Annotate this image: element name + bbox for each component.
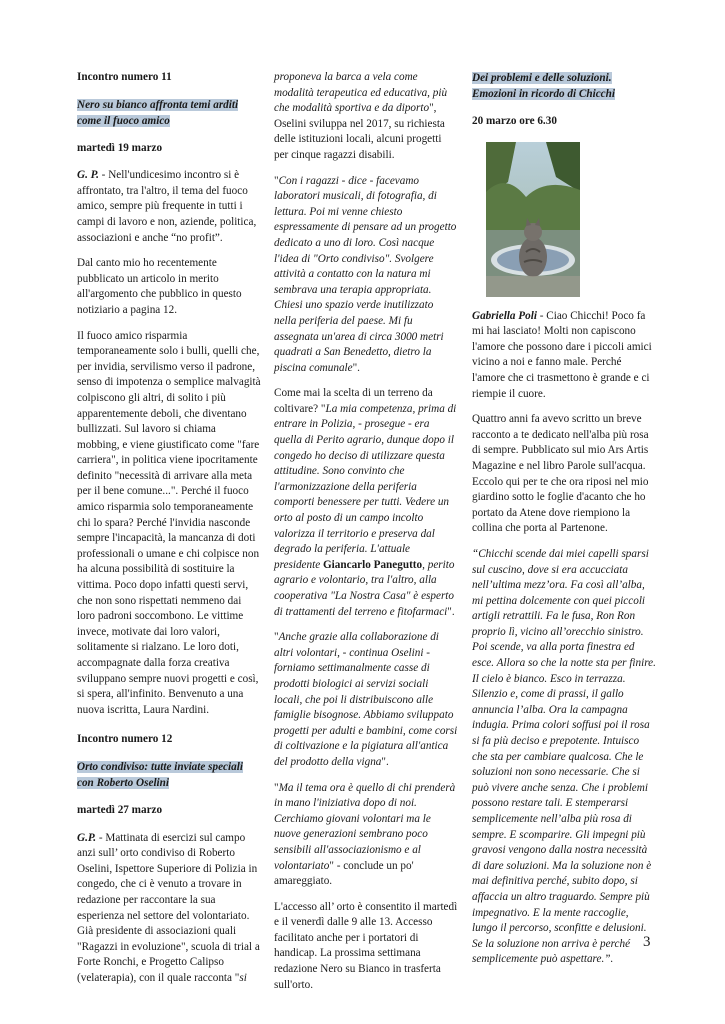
page-number: 3 (643, 934, 651, 950)
paragraph: Come mai la scelta di un terreno da coltivare? "La mia competenza, prima di entrare in Polizia, - prosegue - era quella di Perito agrario, dunque dopo il congedo ho deciso di utilizzare questa attitudine. Sono convinto che l'armonizzazione della periferia comporti benessere per tutti. Vedere un orto al posto di un campo incolto valorizza il territorio e preserva dal degrado la periferia. L'attuale presidente Giancarlo Panegutto, perito agrario e volontario, tra l'altro, alla cooperativa "La Nostra Casa" è esperto di trattamenti del terreno e fitofarmaci". (274, 387, 457, 618)
paragraph: G. P. - Nell'undicesimo incontro si è affrontato, tra l'altro, il tema del fuoco amico, sempre più frequente in tutti i campi di lavoro e non, aziende, politica, associazioni e anche “no profit”. (77, 169, 257, 244)
meeting-12-heading: Incontro numero 12 (77, 733, 173, 746)
article-subtitle: Dei problemi e delle soluzioni. Emozioni in ricordo di Chicchi (472, 72, 615, 100)
paragraph: Gabriella Poli - Ciao Chicchi! Poco fa mi hai lasciato! Molti non capiscono l'amore che possono dare i piccoli amici vicino a noi e fanno male. Perché l'amore che ci trasmettono è grande e ci riempie il cuore. (472, 309, 652, 400)
paragraph: Dal canto mio ho recentemente pubblicato un articolo in merito all'argomento che pubblico in questo notiziario a pagina 12. (77, 257, 242, 316)
column-2 (274, 70, 458, 1003)
column-1 (77, 70, 261, 997)
paragraph: proponeva la barca a vela come modalità terapeutica ed educativa, più che modalità sportiva e da diporto", Oselini sviluppa nel 2017, su richiesta delle istituzioni locali, alcuni progetti per cinque ragazzi disabili. (274, 71, 448, 161)
article-date: 20 marzo ore 6.30 (472, 115, 557, 127)
meeting-11-subtitle: Nero su bianco affronta temi arditi come il fuoco amico (77, 98, 239, 127)
meeting-12-subtitle: Orto condiviso: tutte inviate speciali con Roberto Oselini (77, 760, 243, 789)
paragraph: Quattro anni fa avevo scritto un breve racconto a te dedicato nell'alba più rosa di sempre. Pubblicato sul mio Ars Artis Magazine e nel libro Parole sull'acqua. Eccolo qui per te che ora riposi nel mio giardino sotto le foglie d'acanto che ho portato da Atene dove riempiono la collina che porta al Partenone. (472, 413, 649, 535)
quote-paragraph: "Anche grazie alla collaborazione di altri volontari, - continua Oselini - forniamo settimanalmente casse di prodotti biologici ai servizi sociali locali, che poi li distribuiscono alle famiglie bisognose. Abbiamo sviluppato progetti per adulti e bambini, come corsi di coltivazione e la pigiatura all'antica del prodotto della vigna". (274, 631, 458, 768)
paragraph: Il fuoco amico risparmia temporaneamente solo i bulli, quelli che, per invidia, servilismo verso il padrone, senso di impotenza o semplice malvagità colpiscono gli altri, di solito i più apparentemente deboli, che diventano bullizzati. Sul lavoro si chiama mobbing, e viene giustificato come "fare carriera", in politica viene ipocritamente definito "necessità di arrivare alla meta per il bene comune...". Perché il fuoco amico risparmia solo temporaneamente chi lo spara? Perché l'invidia nasconde sempre l'incapacità, la mancanza di doti professionali o umane e chi colpisce non ha alcuna possibilità di sostituire la vittima. Poco dopo infatti questi servi, che non sono rispettati nemmeno dai loro padroni soccombono. Le vittime invece, motivate dai loro valori, solitamente si rialzano. Le loro doti, accompagnate dalla forza creativa sviluppano sempre nuovi progetti e così, si spera, all'infinito. Benvenuto a una nuova iscritta, Laura Nardini. (77, 329, 261, 716)
cat-photo (486, 142, 580, 297)
meeting-11-date: martedì 19 marzo (77, 141, 163, 154)
story-paragraph: “Chicchi scende dai miei capelli sparsi sul cuscino, dove si era accucciata nell’ultima mezz’ora. Fa così all’alba, mi pettina dolcemente con quei piccoli artigli retrattili. Fa le fusa, Ron Ron proprio lì, vicino all’orecchio sinistro. Poi scende, va alla porta finestra ed esce. Allora so che la notte sta per finire. Il cielo è bianco. Esco in terrazza. Silenzio e, come di prassi, il gallo annuncia l’alba. Ora la campagna indugia. Prima colori soffusi poi il rosa si fa più deciso e prepotente. Intuisco che sta per cambiare qualcosa. Che le soluzioni non sono necessarie. Che si può vivere anche senza. Che i problemi possono restare tali. E stemperarsi semplicemente nell’alba più rosa di sempre. E scomparire. Gli impegni più gravosi vengono dalla nostra necessità di dare soluzioni. Ma la soluzione non è mai definitiva perché, subito dopo, si affaccia un altro traguardo. Sempre più impegnativo. E la mente raccoglie, lungo il percorso, sconfitte e delusioni. Se la soluzione non arriva è perché semplicemente può aspettare.”. (472, 547, 656, 966)
quote-paragraph: "Ma il tema ora è quello di chi prenderà in mano l'iniziativa dopo di noi. Cerchiamo giovani volontari ma le nuove generazioni sembrano poco sensibili all'associazionismo e al volontariato" - conclude un po' amareggiato. (274, 781, 456, 888)
paragraph: L'accesso all’ orto è consentito il martedì e il venerdì dalle 9 alle 13. Accesso facilitato anche per i portatori di handicap. La prossima settimana redazione Nero su Bianco in trasferta sull'orto. (274, 900, 458, 991)
quote-paragraph: "Con i ragazzi - dice - facevamo laboratori musicali, di fotografia, di lettura. Poi mi venne chiesto espressamente di pensare ad un progetto dedicato a uno di loro. Così nacque l'idea di "Orto condiviso". Svolgere attività a contatto con la natura mi sembrava una terapia appropriata. Chiesi uno spazio verde inutilizzato nella periferia del paese. Mi fu assegnata un'area di circa 3000 metri quadrati a San Benedetto, dietro la piscina comunale". (274, 174, 457, 374)
meeting-12-date: martedì 27 marzo (77, 803, 163, 816)
column-3 (472, 70, 656, 978)
meeting-11-heading: Incontro numero 11 (77, 71, 172, 83)
paragraph: G.P. - Mattinata di esercizi sul campo anzi sull’ orto condiviso di Roberto Oselini, Ispettore Superiore di Polizia in congedo, che ci è venuto a trovare in redazione per raccontare la sua esperienza nel settore del volontariato. Già presidente di associazioni quali "Ragazzi in evoluzione", scuola di trial a Forte Ronchi, e Progetto Calipso (velaterapia), con il quale racconta "si (77, 831, 260, 984)
